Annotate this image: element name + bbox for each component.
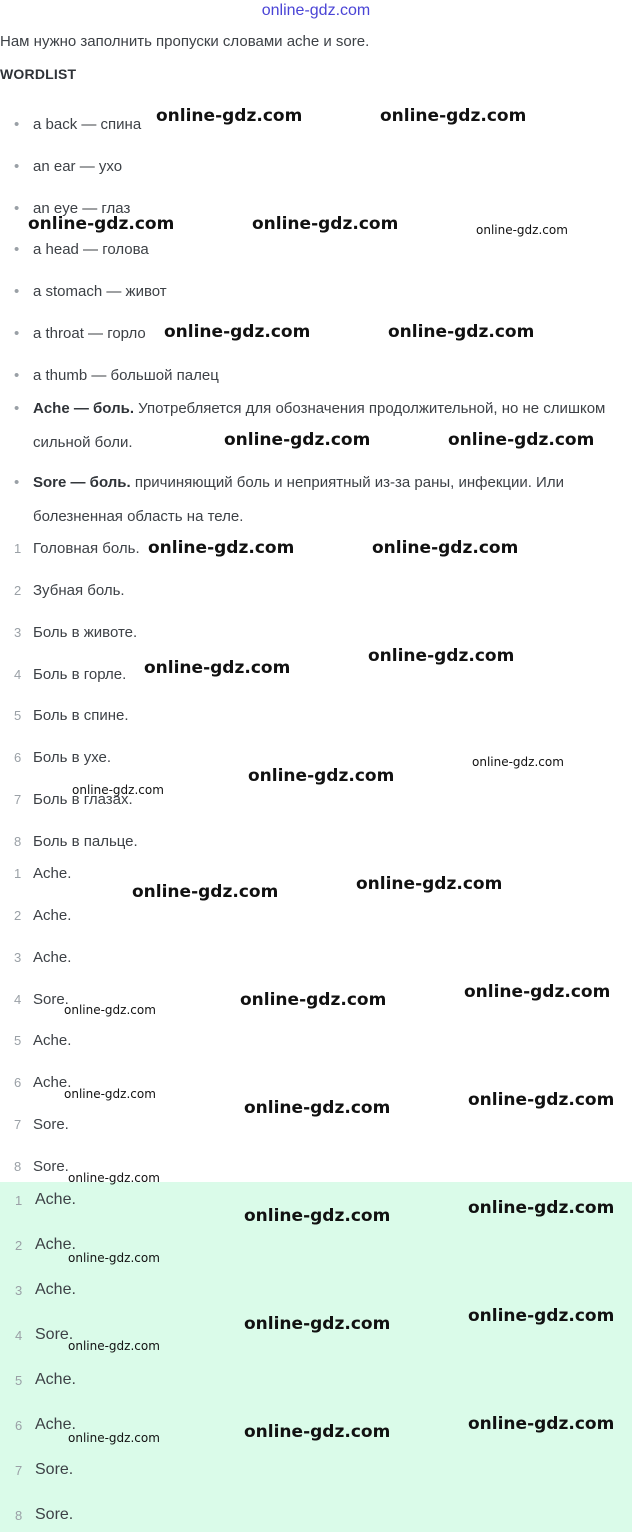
watermark: online-gdz.com [468,1090,615,1110]
page: online-gdz.com Нам нужно заполнить пропуски словами ache и sore. WORDLIST • a back — спина • an ear — ухо • an eye — глаз • a head — голова • a stomach — живот • a throat — горло • a thumb — большой палец • Ache — боль. Употребляется для обозначения продолжительной, но не слишком сильной боли. • Sore — боль. причиняющий боль и неприятный из-за раны, инфекции. Или болезненная область на теле. 1 Головная боль. 2 Зубная боль. 3 Боль в животе. 4 Боль в горле. 5 Боль в спине. 6 Боль в ухе. 7 Боль в глазах. 8 Боль в пальце. 1 Ache. 2 Ache. 3 Ache. 4 Sore. 5 Ache. 6 Ache. 7 Sore. 8 Sore. 1 Ache. 2 Ache. 3 Ache. 4 Sore. 5 Ache. 6 Ache. 7 Sore. 8 Sore. online-gdz.com online-gdz.com online-gdz.com online-gdz.com online-gdz.com online-gdz.com online-gdz.com online-gdz.com online-gdz.com online-gdz.com online-gdz.com online-gdz.com online-gdz.com online-gdz.com online-gdz.com online-gdz.com online-gdz.com online-gdz.com online-gdz.com online-gdz.com online-gdz.com online-gdz.com online-gdz.com online-gdz.com online-gdz.com online-gdz.com online-gdz.com online-gdz.com online-gdz.com online-gdz.com online-gdz.com online-gdz.com online-gdz.com online-gdz.com [0,0,632,1532]
bullet-icon: • [14,200,20,217]
watermark: online-gdz.com [248,766,395,786]
watermark: online-gdz.com [356,874,503,894]
watermark: online-gdz.com [72,783,164,797]
watermark: online-gdz.com [372,538,519,558]
watermark: online-gdz.com [380,106,527,126]
watermark: online-gdz.com [64,1087,156,1101]
bullet-icon: • [14,474,20,491]
watermark: online-gdz.com [472,755,564,769]
intro-text: Нам нужно заполнить пропуски словами ache и sore. [0,33,370,50]
watermark: online-gdz.com [252,214,399,234]
bullet-icon: • [14,325,20,342]
watermark: online-gdz.com [28,214,175,234]
bullet-icon: • [14,241,20,258]
watermark: online-gdz.com [468,1306,615,1326]
watermark: online-gdz.com [448,430,595,450]
watermark: online-gdz.com [468,1198,615,1218]
watermark: online-gdz.com [156,106,303,126]
watermark: online-gdz.com [68,1171,160,1185]
watermark: online-gdz.com [388,322,535,342]
watermark: online-gdz.com [468,1414,615,1434]
watermark: online-gdz.com [368,646,515,666]
watermark: online-gdz.com [64,1003,156,1017]
watermark: online-gdz.com [68,1339,160,1353]
bullet-icon: • [14,283,20,300]
bullet-icon: • [14,367,20,384]
watermark: online-gdz.com [244,1314,391,1334]
watermark: online-gdz.com [132,882,279,902]
watermark: online-gdz.com [244,1422,391,1442]
watermark: online-gdz.com [148,538,295,558]
watermark: online-gdz.com [476,223,568,237]
wordlist-heading: WORDLIST [0,66,77,82]
watermark: online-gdz.com [244,1206,391,1226]
answers-highlight-block: 1 Ache. 2 Ache. 3 Ache. 4 Sore. 5 Ache. 6 Ache. 7 Sore. 8 Sore. [0,1182,632,1532]
watermark: online-gdz.com [68,1251,160,1265]
watermark: online-gdz.com [244,1098,391,1118]
bullet-icon: • [14,116,20,133]
watermark: online-gdz.com [68,1431,160,1445]
bullet-icon: • [14,400,20,417]
bullet-icon: • [14,158,20,175]
watermark: online-gdz.com [144,658,291,678]
site-link[interactable]: online-gdz.com [261,2,371,19]
watermark: online-gdz.com [240,990,387,1010]
watermark: online-gdz.com [224,430,371,450]
watermark: online-gdz.com [164,322,311,342]
watermark: online-gdz.com [464,982,611,1002]
